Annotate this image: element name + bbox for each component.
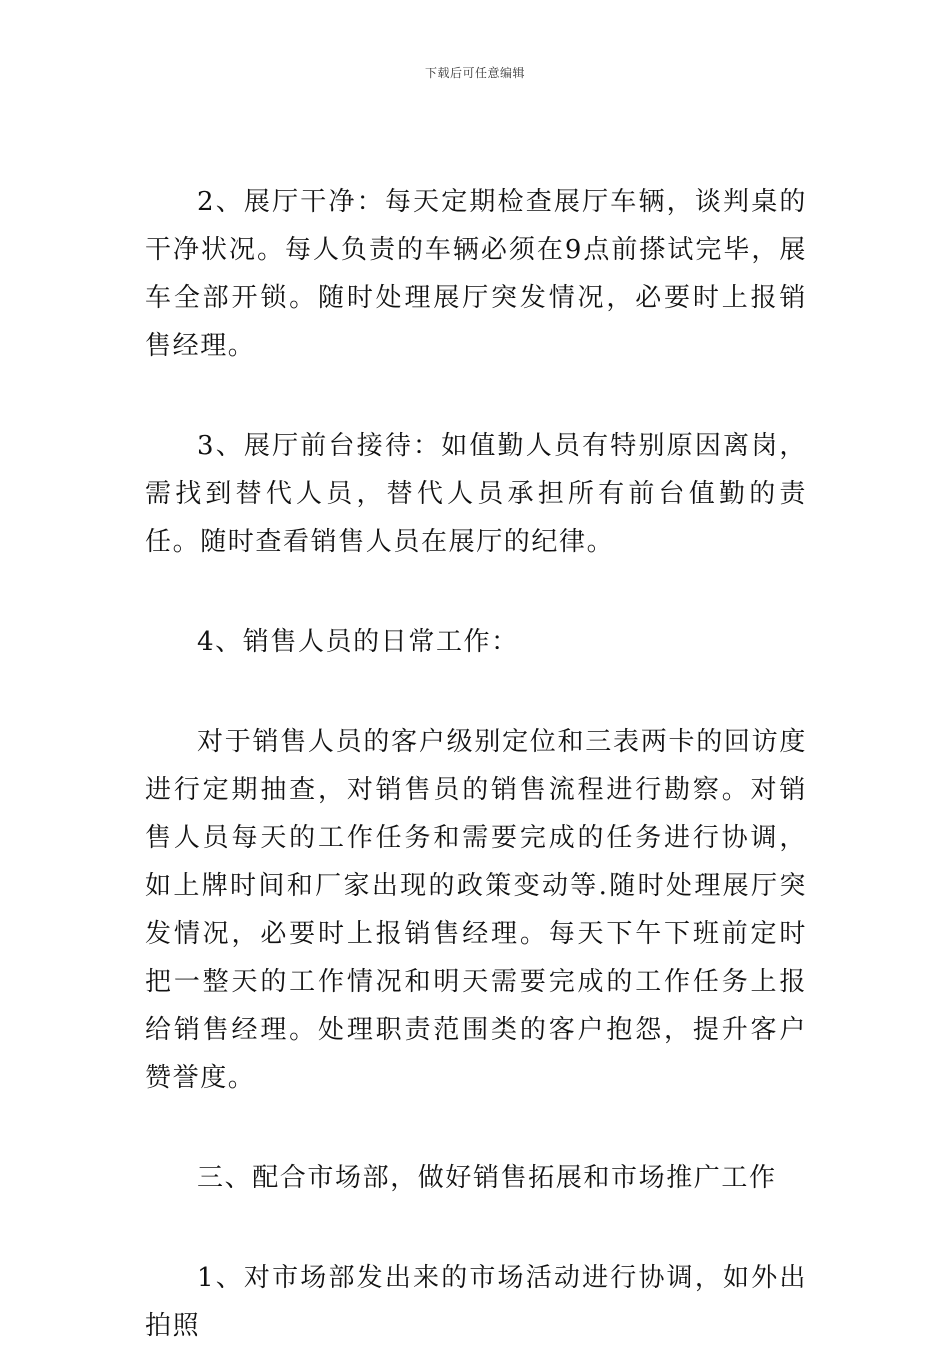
paragraph-showroom-clean: 2、展厅干净：每天定期检查展厅车辆，谈判桌的干净状况。每人负责的车辆必须在9点前搽试完毕，展车全部开锁。随时处理展厅突发情况，必要时上报销售经理。: [145, 187, 807, 361]
paragraph-daily-work-body: 对于销售人员的客户级别定位和三表两卡的回访度进行定期抽查，对销售员的销售流程进行勘察。对销售人员每天的工作任务和需要完成的任务进行协调，如上牌时间和厂家出现的政策变动等.随时处理展厅突发情况，必要时上报销售经理。每天下午下班前定时把一整天的工作情况和明天需要完成的工作任务上报给销售经理。处理职责范围类的客户抱怨，提升客户赞誉度。: [145, 727, 807, 1093]
paragraph-front-desk: 3、展厅前台接待：如值勤人员有特别原因离岗，需找到替代人员，替代人员承担所有前台值勤的责任。随时查看销售人员在展厅的纪律。: [145, 431, 807, 557]
paragraph-daily-work-heading: 4、销售人员的日常工作：: [197, 627, 519, 657]
page-header: 下载后可任意编辑: [424, 66, 525, 80]
paragraph-market-activity: 1、对市场部发出来的市场活动进行协调，如外出拍照: [145, 1263, 807, 1341]
section-heading-marketing: 三、配合市场部，做好销售拓展和市场推广工作: [197, 1163, 777, 1193]
document-body: [145, 178, 807, 1350]
